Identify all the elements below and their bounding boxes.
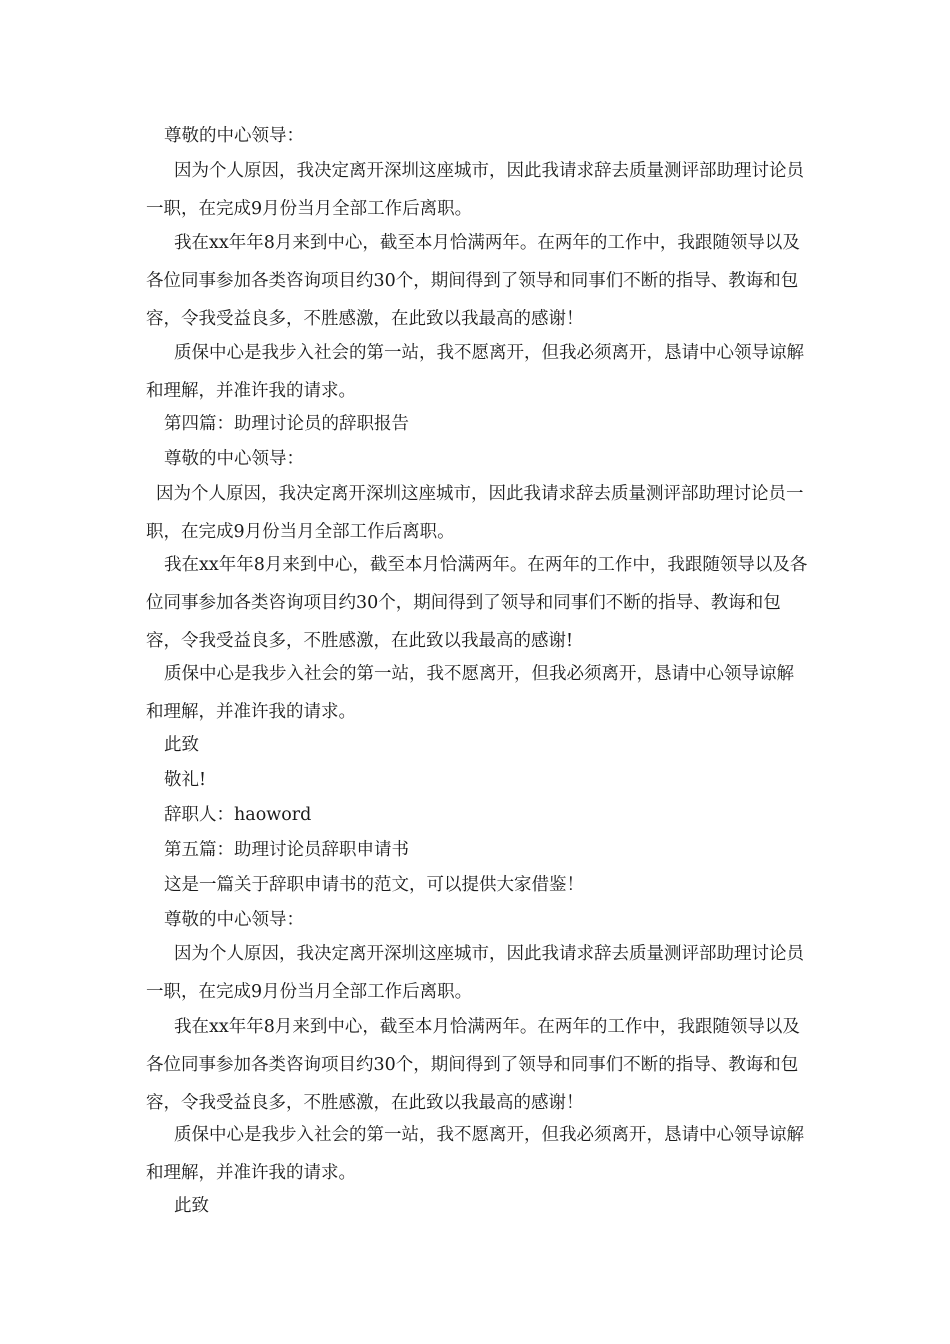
paragraph: 我在xx年年8月来到中心，截至本月恰满两年。在两年的工作中，我跟随领导以及各位同事参加各类咨询项目约30个，期间得到了领导和同事们不断的指导、教诲和包容，令我受益良多，不胜感激，在此致以我最高的感谢！	[146, 1017, 800, 1113]
salutation: 尊敬的中心领导：	[164, 910, 304, 930]
closing-text: 此致	[174, 1196, 209, 1216]
paragraph: 因为个人原因，我决定离开深圳这座城市，因此我请求辞去质量测评部助理讨论员一职，在完成9月份当月全部工作后离职。	[146, 161, 804, 219]
salutation: 尊敬的中心领导：	[164, 126, 304, 146]
paragraph: 因为个人原因，我决定离开深圳这座城市，因此我请求辞去质量测评部助理讨论员一职，在完成9月份当月全部工作后离职。	[146, 484, 804, 542]
intro-line: 这是一篇关于辞职申请书的范文，可以提供大家借鉴！	[164, 875, 584, 895]
paragraph: 我在xx年年8月来到中心，截至本月恰满两年。在两年的工作中，我跟随领导以及各位同事参加各类咨询项目约30个，期间得到了领导和同事们不断的指导、教诲和包容，令我受益良多，不胜感激，在此致以我最高的感谢！	[146, 233, 800, 329]
section-heading: 第四篇：助理讨论员的辞职报告	[164, 414, 409, 434]
paragraph: 质保中心是我步入社会的第一站，我不愿离开，但我必须离开，恳请中心领导谅解和理解，并准许我的请求。	[146, 664, 794, 722]
paragraph: 因为个人原因，我决定离开深圳这座城市，因此我请求辞去质量测评部助理讨论员一职，在完成9月份当月全部工作后离职。	[146, 944, 804, 1002]
signature-line: 辞职人：haoword	[164, 805, 312, 825]
paragraph: 质保中心是我步入社会的第一站，我不愿离开，但我必须离开，恳请中心领导谅解和理解，并准许我的请求。	[146, 1125, 804, 1183]
closing-text: 此致	[164, 735, 199, 755]
paragraph: 我在xx年年8月来到中心，截至本月恰满两年。在两年的工作中，我跟随领导以及各位同事参加各类咨询项目约30个，期间得到了领导和同事们不断的指导、教诲和包容，令我受益良多，不胜感激，在此致以我最高的感谢!	[146, 555, 808, 651]
salutation: 尊敬的中心领导：	[164, 449, 304, 469]
paragraph: 质保中心是我步入社会的第一站，我不愿离开，但我必须离开，恳请中心领导谅解和理解，并准许我的请求。	[146, 343, 804, 401]
section-heading: 第五篇：助理讨论员辞职申请书	[164, 840, 409, 860]
closing-text: 敬礼!	[164, 770, 207, 790]
